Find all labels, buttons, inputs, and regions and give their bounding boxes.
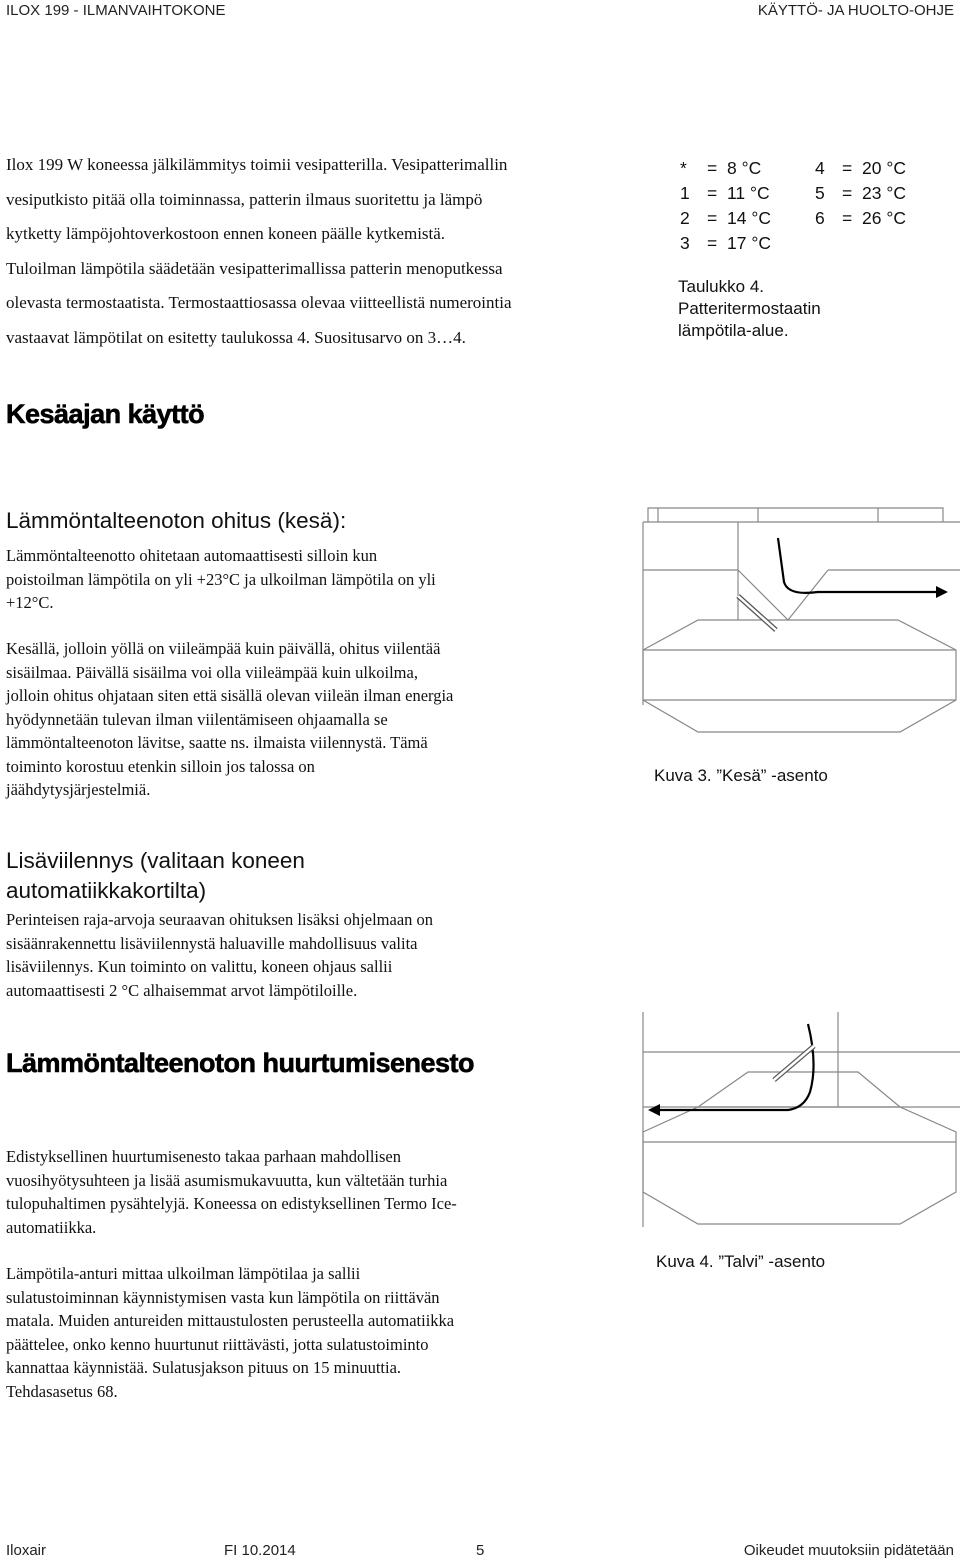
table-cell: 26 °C [862,208,906,228]
figure-caption-summer: Kuva 3. ”Kesä” -asento [654,766,828,785]
intro-line: olevasta termostaatista. Termostaattiosassa olevaa viitteellistä numerointia [6,293,512,312]
table-caption-line: Patteritermostaatin [678,299,821,318]
text-line: jäähdytysjärjestelmiä. [6,780,151,799]
text-line: matala. Muiden antureiden mittaustulosten perusteella automatiikka [6,1311,455,1330]
table-cell: 5 [815,183,825,203]
text-line: hyödynnetään tulevan ilman viilentämiseen ohjaamalla se [6,709,388,729]
intro-line: Ilox 199 W koneessa jälkilämmitys toimii vesipatterilla. Vesipatterimallin [6,155,508,174]
intro-line: vastaavat lämpötilat on esitetty taulukossa 4. Suositusarvo on 3…4. [6,327,466,347]
page-number: 5 [476,1542,485,1559]
intro-line: kytketty lämpöjohtoverkostoon ennen koneen päälle kytkemistä. [6,224,446,243]
text-line: Tehdasasetus 68. [6,1381,118,1401]
table-cell: 11 °C [727,183,770,203]
header-title: ILOX 199 - ILMANVAIHTOKONE [6,2,226,19]
text-line: Kesällä, jolloin yöllä on viileämpää kuin päivällä, ohitus viilentää [6,639,441,658]
text-line: poistoilman lämpötila on yli +23°C ja ulkoilman lämpötila on yli [6,569,436,589]
table-cell: = [707,233,718,253]
table-cell: 8 °C [727,158,762,178]
table-row [680,156,906,181]
table-cell: 2 [680,208,690,228]
table-caption-line: lämpötila-alue. [678,321,789,340]
table-cell: 14 °C [727,208,771,228]
text-line: Lämmöntalteenotto ohitetaan automaattisesti silloin kun [6,546,378,565]
text-line: tulopuhaltimen pysähtelyjä. Koneessa on edistyksellinen Termo Ice- [6,1194,457,1213]
table-cell: 3 [680,233,690,253]
text-line: toiminto korostuu etenkin silloin jos talossa on [6,756,315,776]
table-cell: 6 [815,208,825,228]
text-line: Perinteisen raja-arvoja seuraavan ohituksen lisäksi ohjelmaan on [6,910,434,929]
table-row [680,231,906,256]
footer-brand: Iloxair [6,1542,47,1559]
text-line: +12°C. [6,593,54,612]
table-cell [842,231,862,256]
table-cell: = [707,183,718,203]
table-cell: = [842,208,853,228]
footer-rights: Oikeudet muutoksiin pidätetään [743,1542,954,1559]
intro-line: Tuloilman lämpötila säädetään vesipatterimallissa patterin menoputkessa [6,258,503,278]
text-line: vuosihyötysuhteen ja lisää asumismukavuutta, kun vältetään turhia [6,1170,448,1190]
summer-paragraph-2 [6,637,606,802]
table-cell: = [707,158,718,178]
heading-line: Lisäviilennys (valitaan koneen [6,848,305,873]
table-cell: 20 °C [862,158,906,178]
table-cell: = [842,158,853,178]
text-line: automaattisesti 2 °C alhaisemmat arvot lämpötiloille. [6,980,358,1000]
table-cell: 4 [815,158,825,178]
table-caption-line: Taulukko 4. [678,277,764,296]
header-subtitle: KÄYTTÖ- JA HUOLTO-OHJE [757,2,954,19]
text-line: automatiikka. [6,1217,97,1237]
text-line: sulatustoiminnan käynnistymisen vasta kun lämpötila on riittävän [6,1287,440,1307]
text-line: sisäilmaa. Päivällä sisäilma voi olla viileämpää kuin ulkoilma, [6,662,418,682]
section-heading-defrost: Lämmöntalteenoton huurtumisenesto [6,1048,475,1078]
table-cell: = [842,183,853,203]
winter-position-diagram [638,1012,960,1230]
table-cell: 17 °C [727,233,771,253]
summer-position-diagram [638,500,960,740]
summer-paragraph-1 [6,544,606,615]
table-cell: = [707,208,718,228]
table-cell [815,231,842,256]
subheading-bypass: Lämmöntalteenoton ohitus (kesä): [6,508,347,533]
defrost-paragraph-2 [6,1262,606,1403]
text-line: jolloin ohitus ohjataan siten että sisällä olevan viileän ilman energia [6,686,454,705]
table-cell: 23 °C [862,183,906,203]
extra-cooling-paragraph [6,908,606,1002]
heading-line: automatiikkakortilta) [6,878,207,903]
table-row [680,181,906,206]
intro-paragraph [6,148,606,355]
table-cell: * [680,158,687,178]
table-caption [678,276,878,342]
text-line: lämmöntalteenoton lävitse, saatte ns. ilmaista viilennystä. Tämä [6,733,428,752]
text-line: Lämpötila-anturi mittaa ulkoilman lämpötilaa ja sallii [6,1264,361,1283]
footer-edition: FI 10.2014 [224,1542,296,1559]
intro-line: vesiputkisto pitää olla toiminnassa, patterin ilmaus suoritettu ja lämpö [6,189,483,209]
thermostat-table [680,156,906,256]
text-line: sisäänrakennettu lisäviilennystä haluaville mahdollisuus valita [6,933,418,953]
text-line: kannattaa käynnistää. Sulatusjakson pituus on 15 minuuttia. [6,1358,402,1377]
figure-caption-winter: Kuva 4. ”Talvi” -asento [656,1252,826,1271]
defrost-paragraph-1 [6,1145,606,1239]
subheading-extra-cooling [6,846,566,906]
text-line: päättelee, onko kenno huurtunut riittävästi, jotta sulatustoiminto [6,1334,429,1354]
table-row [680,206,906,231]
text-line: Edistyksellinen huurtumisenesto takaa parhaan mahdollisen [6,1147,401,1166]
text-line: lisäviilennys. Kun toiminto on valittu, koneen ohjaus sallii [6,957,393,976]
section-heading-summer: Kesäajan käyttö [6,399,205,429]
table-cell: 1 [680,183,690,203]
